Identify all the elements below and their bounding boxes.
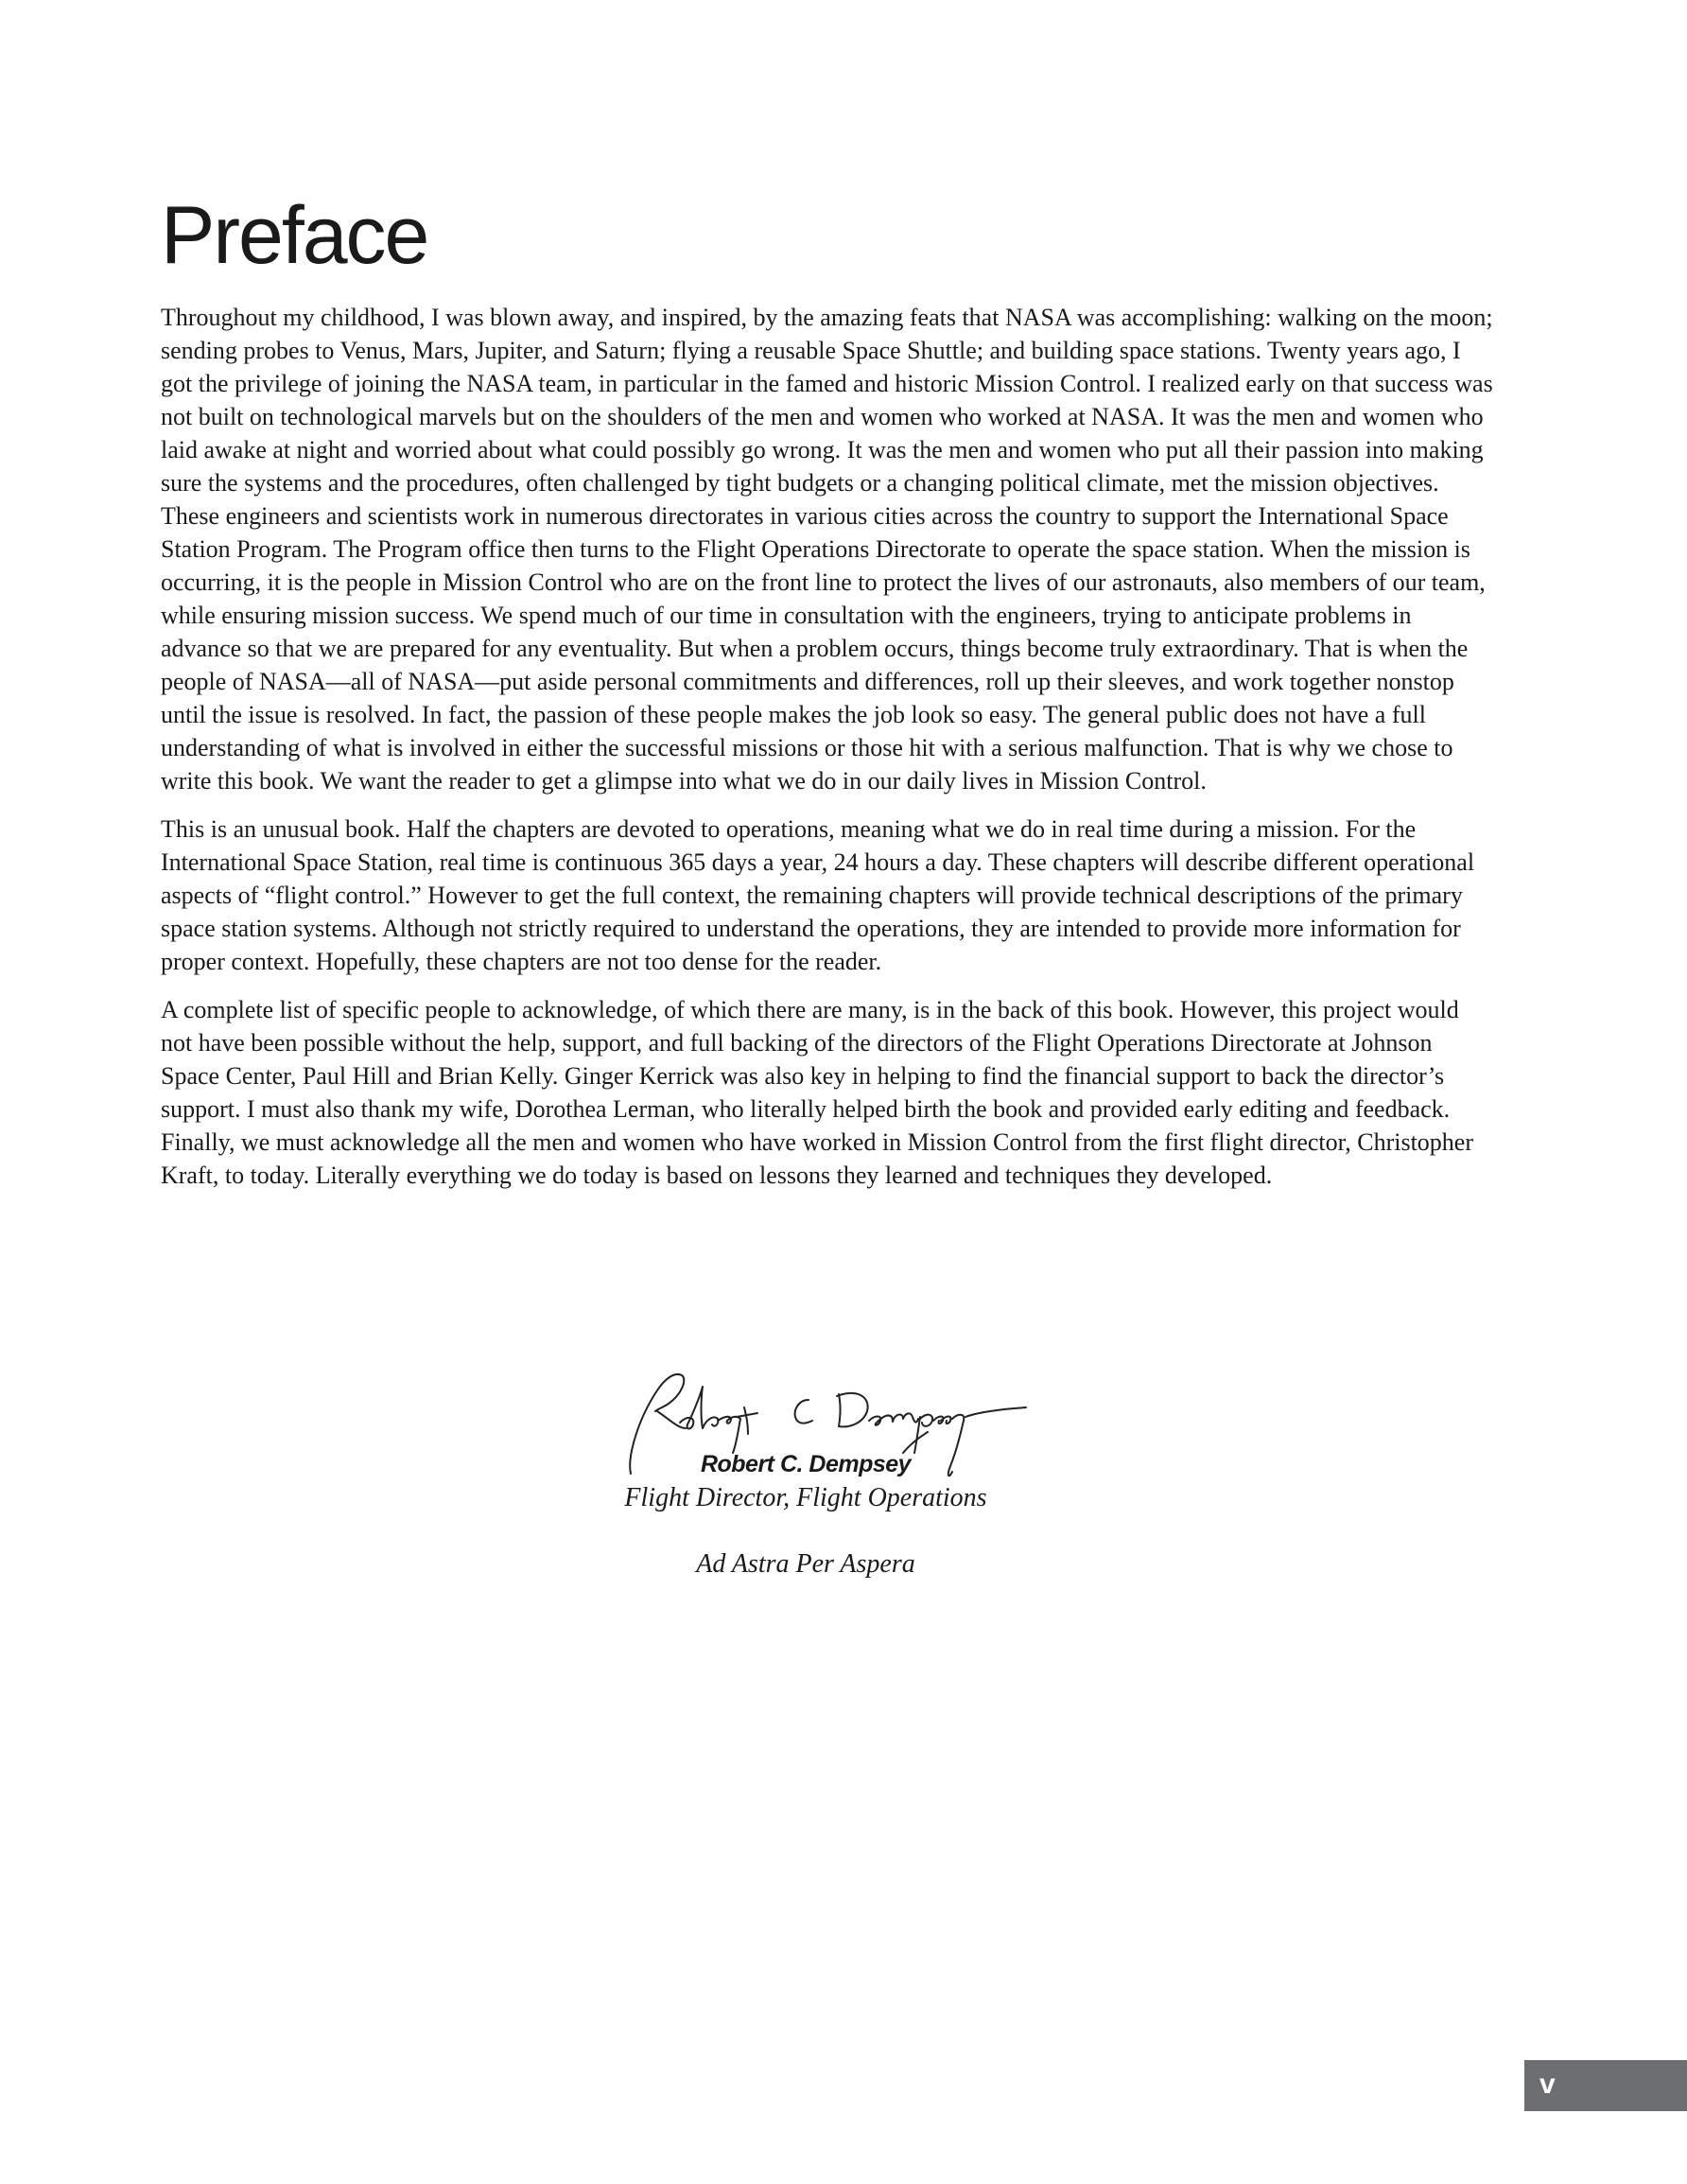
- paragraph-2: This is an unusual book. Half the chapters are devoted to operations, meaning what we do in real time during a mission. For the International Space Station, real time is continuous 365 days a year, 24 hours a day. These chapters will describe different operational aspects of “flight control.” However to get the full context, the remaining chapters will provide technical descriptions of the primary space station systems. Although not strictly required to understand the operations, they are intended to provide more information for proper context. Hopefully, these chapters are not too dense for the reader.: [161, 815, 1475, 975]
- paragraph-3: A complete list of specific people to acknowledge, of which there are many, is in the back of this book. However, this project would not have been possible without the help, support, and full backing of the directors of the Flight Operations Directorate at Johnson Space Center, Paul Hill and Brian Kelly. Ginger Kerrick was also key in helping to find the financial support to back the director’s support. I must also thank my wife, Dorothea Lerman, who literally helped birth the book and provided early editing and feedback. Finally, we must acknowledge all the men and women who have worked in Mission Control from the first flight director, Christopher Kraft, to today. Literally everything we do today is based on lessons they learned and techniques they developed.: [161, 996, 1474, 1189]
- page-title: Preface: [161, 190, 428, 281]
- motto: Ad Astra Per Aspera: [696, 1549, 915, 1579]
- signer-name: Robert C. Dempsey: [700, 1451, 912, 1477]
- signer-role: Flight Director, Flight Operations: [624, 1483, 987, 1512]
- paragraph-1: Throughout my childhood, I was blown away, and inspired, by the amazing feats that NASA was accomplishing: walking on the moon; sending probes to Venus, Mars, Jupiter, and Saturn; flying a reusable Space Shuttle; and building space stations. Twenty years ago, I got the privilege of joining the NASA team, in particular in the famed and historic Mission Control. I realized early on that success was not built on technological marvels but on the shoulders of the men and women who worked at NASA. It was the men and women who laid awake at night and worried about what could possibly go wrong. It was the men and women who put all their passion into making sure the systems and the procedures, often challenged by tight budgets or a changing political climate, met the mission objectives. These engineers and scientists work in numerous directorates in various cities across the country to support the International Space Station Program. The Program office then turns to the Flight Operations Directorate to operate the space station. When the mission is occurring, it is the people in Mission Control who are on the front line to protect the lives of our astronauts, also members of our team, while ensuring mission success. We spend much of our time in consultation with the engineers, trying to anticipate problems in advance so that we are prepared for any eventuality. But when a problem occurs, things become truly extraordinary. That is when the people of NASA—all of NASA—put aside personal commitments and differences, roll up their sleeves, and work together nonstop until the issue is resolved. In fact, the passion of these people makes the job look so easy. The general public does not have a full understanding of what is involved in either the successful missions or those hit with a serious malfunction. That is why we chose to write this book. We want the reader to get a glimpse into what we do in our daily lives in Mission Control.: [161, 304, 1493, 795]
- preface-body: [161, 301, 1496, 1207]
- page-number-tab: [1524, 2060, 1687, 2111]
- page-number: v: [1539, 2069, 1556, 2100]
